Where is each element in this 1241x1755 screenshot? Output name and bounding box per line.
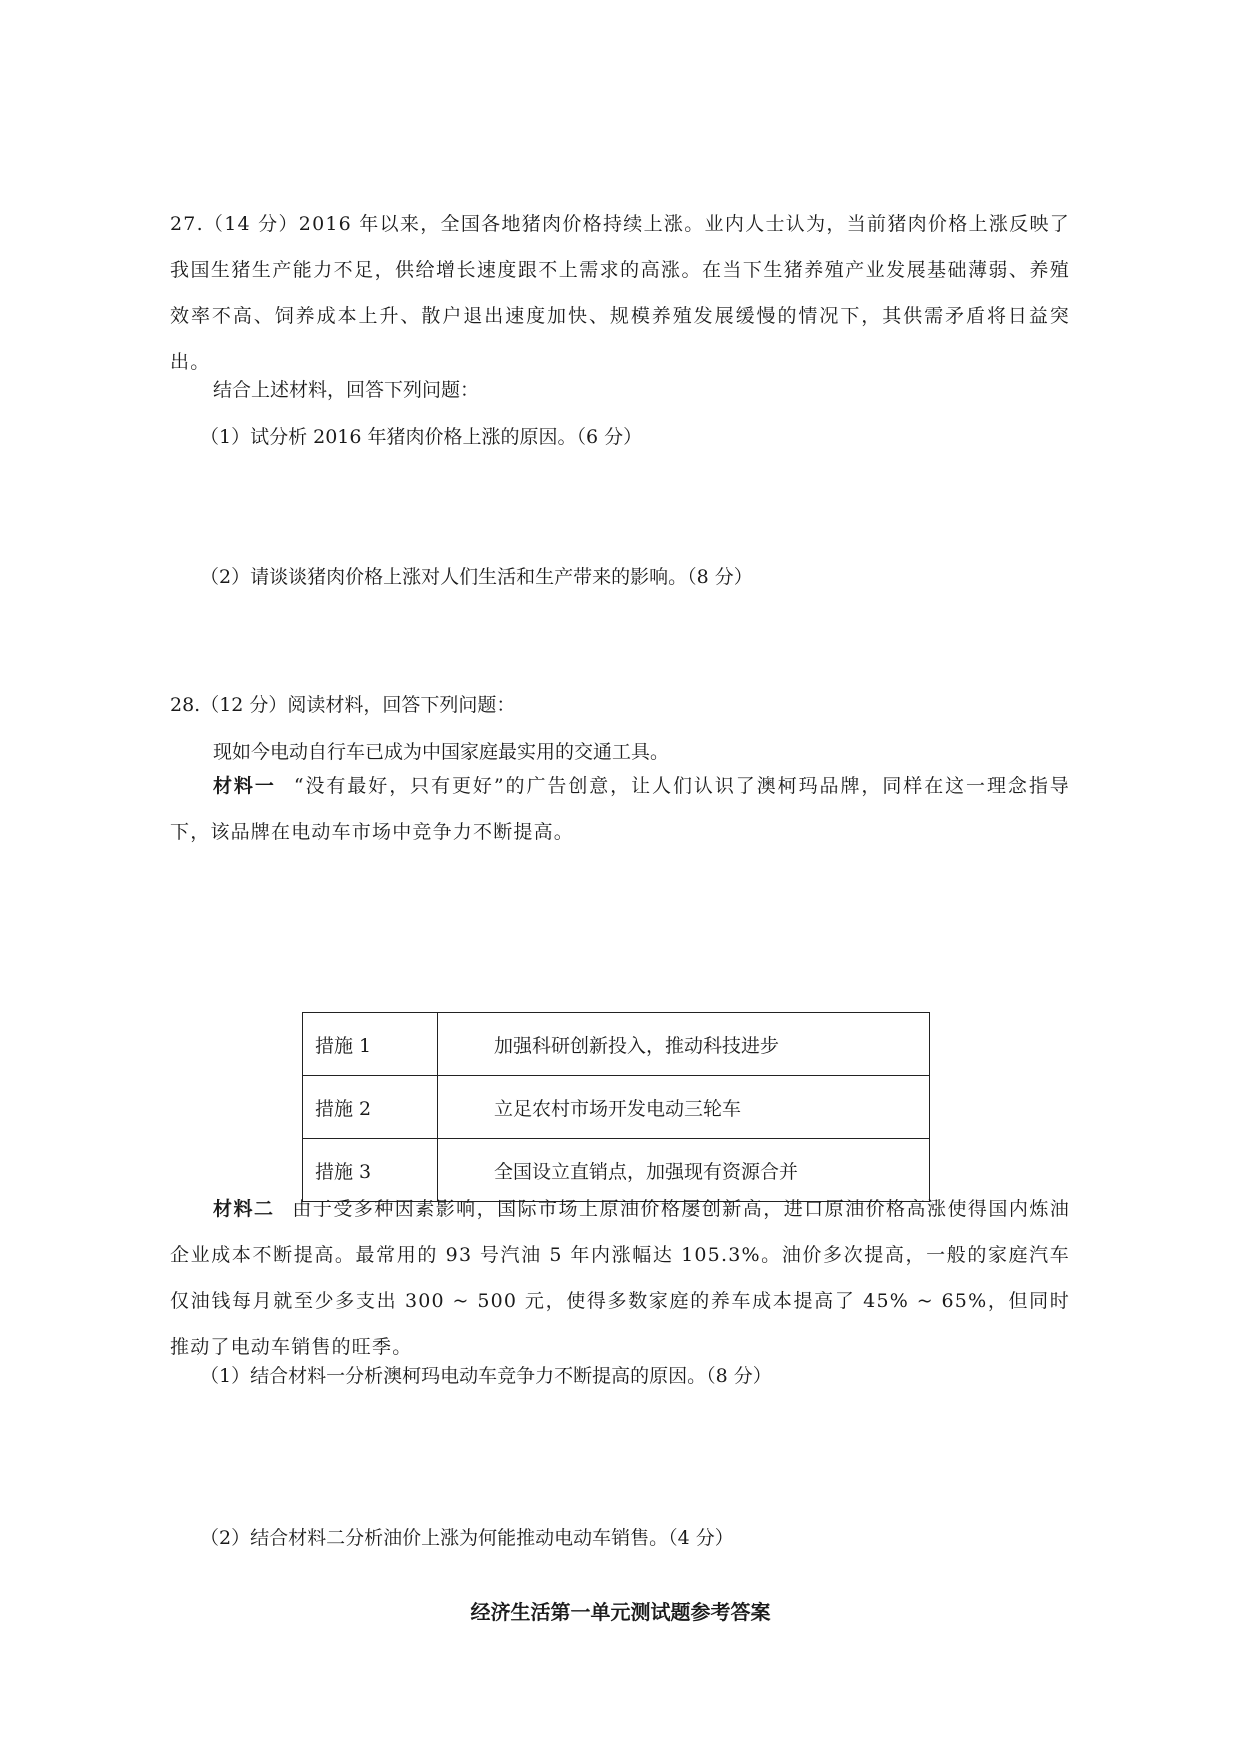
material1-text: “没有最好，只有更好”的广告创意，让人们认识了澳柯玛品牌，同样在这一理念指导下，该品牌在电动车市场中竞争力不断提高。 [170,775,1070,843]
material2-text: 由于受多种因素影响，国际市场上原油价格屡创新高，进口原油价格高涨使得国内炼油企业成本不断提高。最常用的 93 号汽油 5 年内涨幅达 105.3%。油价多次提高，一般的家庭汽车仅油钱每月就至少多支出 300 ~ 500 元，使得多数家庭的养车成本提高了 45% ~ 65%，但同时推动了电动车销售的旺季。 [170,1198,1070,1358]
q27-sub2: （2）请谈谈猪肉价格上涨对人们生活和生产带来的影响。（8 分） [200,566,753,588]
table-row [303,1076,930,1139]
measure-cell: 措施 3 [303,1139,438,1202]
q27-instruction: 结合上述材料，回答下列问题： [213,379,480,401]
measure-cell: 措施 1 [303,1013,438,1076]
measures-table [302,1012,930,1202]
q27-paragraph: 27.（14 分）2016 年以来，全国各地猪肉价格持续上涨。业内人士认为，当前猪肉价格上涨反映了我国生猪生产能力不足，供给增长速度跟不上需求的高涨。在当下生猪养殖产业发展基础薄弱、养殖效率不高、饲养成本上升、散户退出速度加快、规模养殖发展缓慢的情况下，其供需矛盾将日益突出。 [170,213,1070,373]
material2-label: 材料二 [213,1198,275,1220]
q28-sub1: （1）结合材料一分析澳柯玛电动车竞争力不断提高的原因。（8 分） [200,1365,772,1387]
table-row [303,1013,930,1076]
q28-material2 [170,1186,1070,1370]
answer-title: 经济生活第一单元测试题参考答案 [470,1600,771,1624]
material1-label: 材料一 [213,775,276,797]
content-cell: 加强科研创新投入，推动科技进步 [438,1013,930,1076]
content-cell: 全国设立直销点，加强现有资源合并 [438,1139,930,1202]
q28-intro: 现如今电动自行车已成为中国家庭最实用的交通工具。 [213,741,670,763]
q27-sub1: （1）试分析 2016 年猪肉价格上涨的原因。（6 分） [200,426,643,448]
q28-sub2: （2）结合材料二分析油价上涨为何能推动电动车销售。（4 分） [200,1527,734,1549]
content-cell: 立足农村市场开发电动三轮车 [438,1076,930,1139]
measure-cell: 措施 2 [303,1076,438,1139]
q28-header: 28.（12 分）阅读材料，回答下列问题： [170,694,516,716]
q28-material1 [170,763,1070,855]
